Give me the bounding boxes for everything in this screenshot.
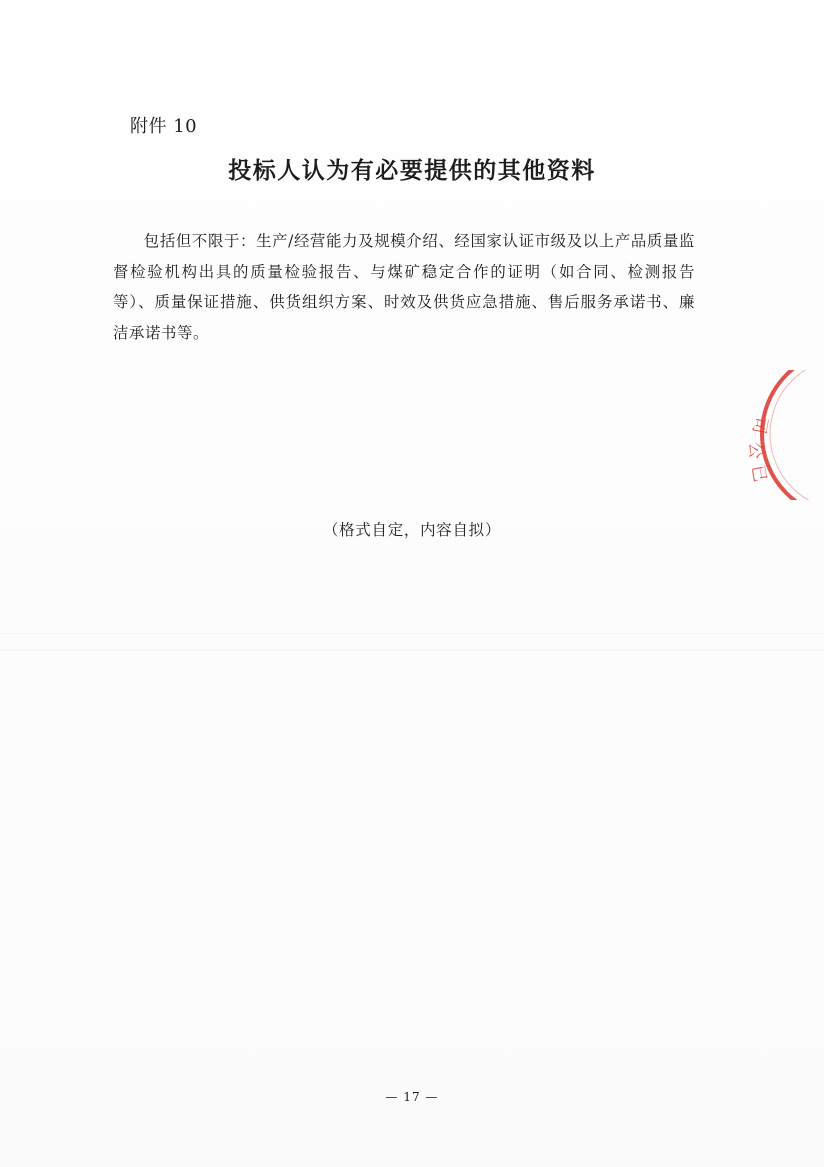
body-paragraph: 包括但不限于：生产/经营能力及规模介绍、经国家认证市级及以上产品质量监督检验机构出具的质量检验报告、与煤矿稳定合作的证明（如合同、检测报告等）、质量保证措施、供货组织方案、时效及供货应急措施、售后服务承诺书、廉洁承诺书等。 <box>113 232 695 342</box>
svg-text:公: 公 <box>745 442 765 459</box>
attachment-label: 附件 10 <box>130 116 198 137</box>
format-note: （格式自定，内容自拟） <box>322 521 502 539</box>
svg-text:司: 司 <box>748 415 771 436</box>
page-number: — 17 — <box>385 1090 439 1104</box>
company-seal-stamp <box>734 370 824 500</box>
scan-artifact-line <box>0 650 824 651</box>
document-title: 投标人认为有必要提供的其他资料 <box>228 157 596 184</box>
svg-text:已: 已 <box>747 463 770 484</box>
scan-artifact-line <box>0 633 824 634</box>
